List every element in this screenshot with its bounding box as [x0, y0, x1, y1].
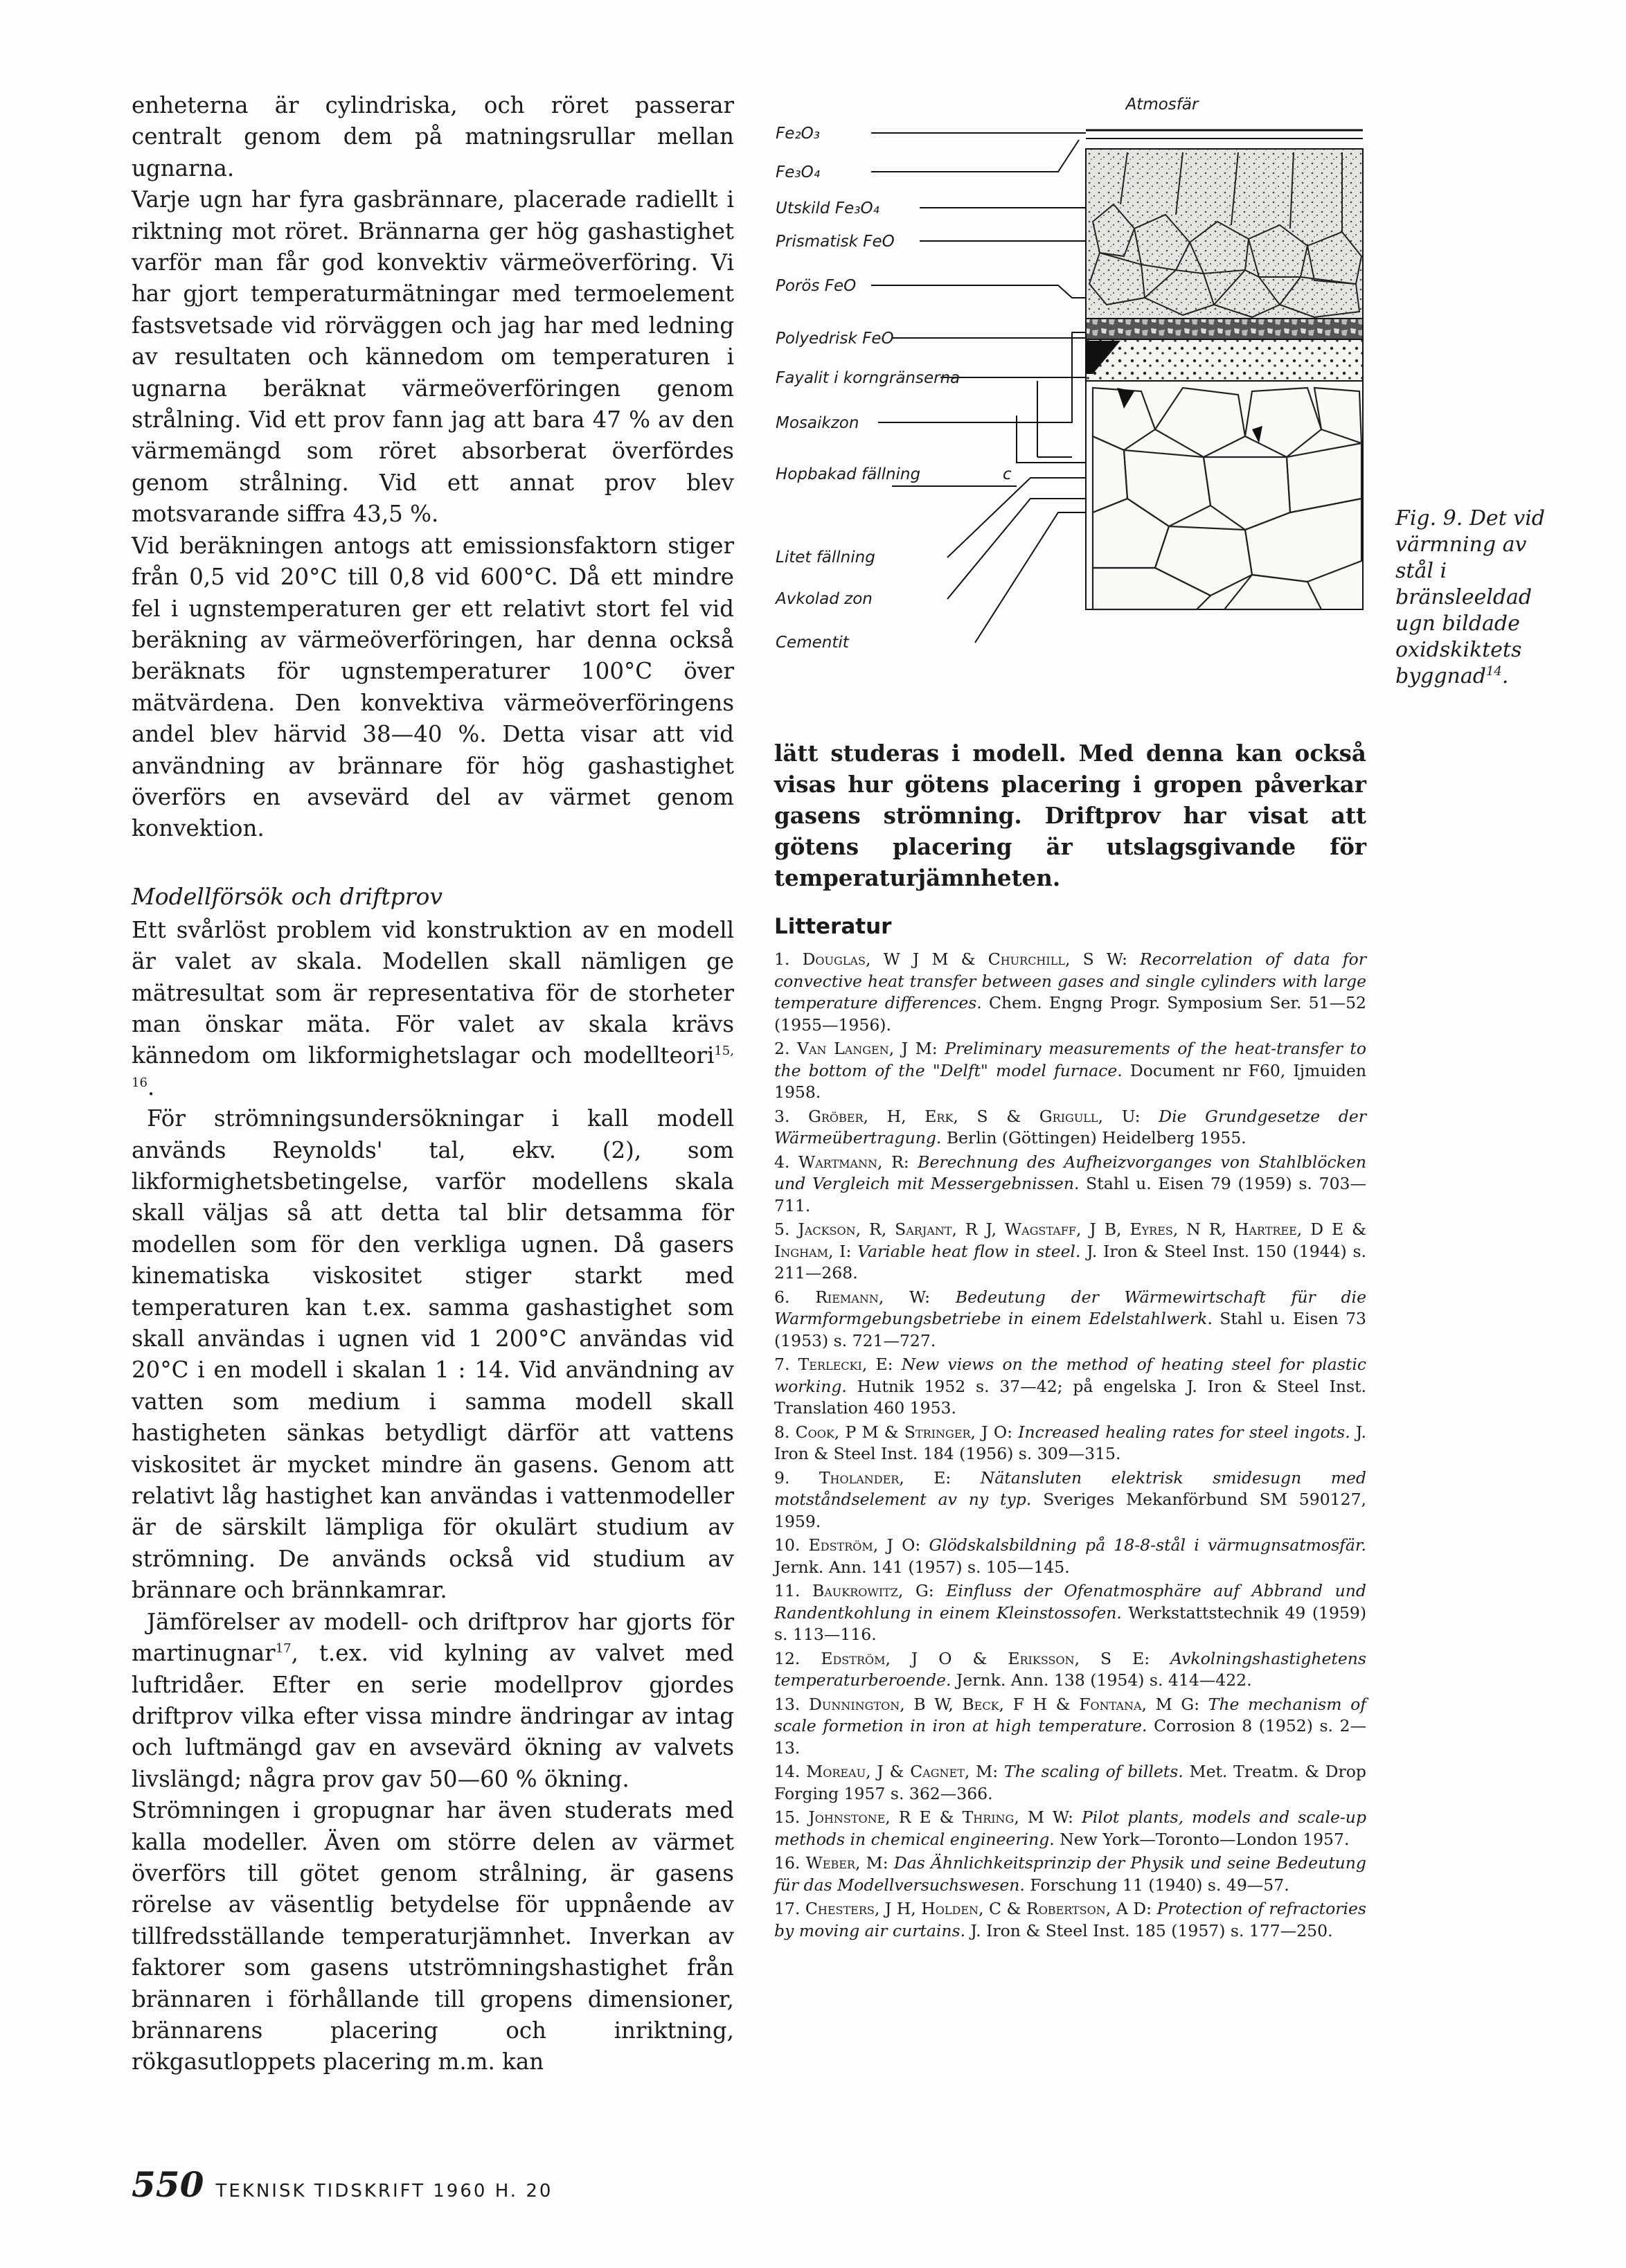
section-heading: Modellförsök och driftprov [132, 882, 443, 910]
reference-source: New York—Toronto—London 1957. [1060, 1829, 1350, 1849]
reference-source: Hutnik 1952 s. 37—42; på engelska J. Iron & Steel Inst. Translation 460 1953. [774, 1376, 1366, 1418]
reference-authors: Edström, J O & Eriksson, S E: [821, 1648, 1150, 1668]
journal-name: TEKNISK TIDSKRIFT 1960 H. 20 [215, 2181, 553, 2202]
reference-item [774, 1106, 1366, 1150]
reference-source: Sveriges Mekanförbund SM 590127, 1959. [774, 1490, 1366, 1531]
reference-item [774, 1694, 1366, 1760]
label-utskild: Utskild Fe₃O₄ [776, 199, 879, 217]
label-avkolad: Avkolad zon [776, 590, 873, 608]
label-polyedrisk: Polyedrisk FeO [776, 330, 894, 348]
reference-title: Glödskalsbildning på 18-8-stål i värmugnsatmosfär. [929, 1535, 1366, 1555]
reference-title: Bedeutung der Wärmewirtschaft für die Warmformgebungsbetriebe in einem Edelstahlwerk. [774, 1287, 1366, 1328]
oxide-layer-diagram [767, 83, 1377, 693]
references-heading: Litteratur [774, 914, 892, 939]
reference-source: J. Iron & Steel Inst. 184 (1956) s. 309—315. [774, 1422, 1366, 1463]
reference-item [774, 1219, 1366, 1285]
reference-number: 14. [774, 1762, 801, 1781]
reference-source: Jernk. Ann. 138 (1954) s. 414—422. [956, 1670, 1252, 1690]
page-number: 550 [132, 2164, 204, 2205]
reference-source: Werkstattstechnik 49 (1959) s. 113—116. [774, 1602, 1366, 1644]
reference-number: 17. [774, 1899, 801, 1918]
reference-item [774, 1852, 1366, 1896]
reference-source: Met. Treatm. & Drop Forging 1957 s. 362—366. [774, 1762, 1366, 1803]
reference-source: Chem. Engng Progr. Symposium Ser. 51—52 (1955—1956). [774, 993, 1366, 1035]
citation-superscript: 15, 16 [132, 1044, 734, 1090]
label-litet: Litet fällning [776, 548, 875, 566]
reference-number: 5. [774, 1220, 790, 1239]
layer-stack [1086, 130, 1363, 609]
reference-item [774, 1648, 1366, 1692]
body-paragraph: Vid beräkningen antogs att emissionsfaktorn stiger från 0,5 vid 20°C till 0,8 vid 600°C. Då ett mindre fel i ugnstemperaturen ger ett relativt stort fel vid beräkning av värmeöverföringen, har denna också beräknats för ugnstemperaturer 100°C över mätvärdena. Den konvektiva värmeöverföringens andel blev härvid 38—40 %. Detta visar att vid användning av brännare för hög gashastighet överförs en avsevärd del av värmet genom konvektion. [132, 532, 734, 842]
reference-number: 6. [774, 1287, 790, 1307]
body-paragraph: enheterna är cylindriska, och röret passerar centralt genom dem på matningsrullar mellan ugnarna. [132, 92, 734, 181]
bold-paragraph: lätt studeras i modell. Med denna kan också visas hur götens placering i gropen påverkar gasens strömning. Driftprov har visat att götens placering är utslagsgivande för temperaturjämnheten. [774, 740, 1366, 891]
reference-number: 7. [774, 1355, 790, 1374]
reference-source: Stahl u. Eisen 73 (1953) s. 721—727. [774, 1309, 1366, 1350]
reference-title: Einfluss der Ofenatmosphäre auf Abbrand und Randentkohlung in einem Kleinstossofen. [774, 1581, 1366, 1623]
reference-title: Das Ähnlichkeitsprinzip der Physik und seine Bedeutung für das Modellversuchswesen. [774, 1853, 1366, 1895]
reference-number: 1. [774, 949, 790, 969]
page-footer [132, 2164, 553, 2205]
reference-number: 9. [774, 1467, 790, 1488]
reference-authors: Baukrowitz, G: [812, 1581, 934, 1600]
reference-authors: Moreau, J & Cagnet, M: [806, 1762, 999, 1781]
reference-title: The mechanism of scale formetion in iron at high temperature. [774, 1694, 1366, 1735]
text-run: Jämförelser av modell- och driftprov har gjorts för martinugnar [132, 1608, 734, 1667]
reference-source: Document nr F60, Ijmuiden 1958. [774, 1060, 1366, 1102]
reference-authors: Wartmann, R: [798, 1152, 909, 1172]
caption-end: . [1501, 664, 1509, 688]
reference-item [774, 1038, 1366, 1104]
citation-superscript: 17 [275, 1641, 292, 1657]
reference-number: 16. [774, 1853, 801, 1873]
reference-authors: Van Langen, J M: [796, 1039, 938, 1058]
reference-title: Pilot plants, models and scale-up methods in chemical engineering. [774, 1807, 1366, 1849]
body-paragraph [132, 1607, 734, 1795]
body-paragraph: Varje ugn har fyra gasbrännare, placerade radiellt i riktning mot röret. Brännarna ger hög gashastighet varför man får god konvektiv värmeöverföring. Vi har gjort temperaturmätningar med termoelement fastsvetsade vid rörväggen och jag har med ledning av resultaten och kännedom om temperaturen i ugnarna beräknat värmeöverföringen genom strålning. Vid ett prov fann jag att bara 47 % av den värmemängd som röret absorberat överfördes genom strålning. Vid ett annat prov blev motsvarande siffra 43,5 %. [132, 186, 734, 528]
reference-source: J. Iron & Steel Inst. 185 (1957) s. 177—250. [970, 1920, 1333, 1940]
reference-title: Avkolningshastighetens temperaturberoende. [774, 1648, 1366, 1690]
text-run: . [147, 1073, 155, 1100]
label-prismatisk: Prismatisk FeO [776, 233, 895, 251]
body-paragraph: För strömningsundersökningar i kall modell används Reynolds' tal, ekv. (2), som likformighetsbetingelse, varför modellens skala skall väljas så att detta tal blir detsamma för modellen som för den verkliga ugnen. Då gasers kinematiska viskositet stiger starkt med temperaturen kan t.ex. samma gashastighet som skall användas i ugnen vid 1 200°C användas vid 20°C i en modell i skalan 1 : 14. Vid användning av vatten som medium i samma modell skall hastigheten sänkas betydligt därför att vattens viskositet är mycket mindre än gasens. Genom att relativt låg hastighet kan användas i vattenmodeller är de särskilt lämpliga för okulärt studium av strömning. De används också vid studium av brännare och brännkamrar. [132, 1105, 734, 1604]
citation-superscript: 14 [1485, 664, 1502, 679]
reference-title: Berechnung des Aufheizvorganges von Stahlblöcken und Vergleich mit Messergebnissen. [774, 1152, 1366, 1193]
reference-number: 3. [774, 1106, 790, 1126]
atmosphere-label: Atmosfär [1125, 96, 1199, 114]
reference-item [774, 1761, 1366, 1805]
leader-lines [871, 133, 1086, 643]
reference-authors: Gröber, H, Erk, S & Grigull, U: [808, 1106, 1141, 1126]
label-mosaik: Mosaikzon [776, 414, 859, 432]
reference-item [774, 1580, 1366, 1646]
reference-authors: Johnstone, R E & Thring, M W: [808, 1807, 1073, 1827]
label-poros: Porös FeO [776, 277, 857, 295]
reference-title: Increased healing rates for steel ingots. [1018, 1422, 1350, 1442]
body-paragraph [132, 915, 734, 1103]
reference-title: New views on the method of heating steel for plastic working. [774, 1355, 1366, 1396]
text-run: , t.ex. vid kylning av valvet med luftridåer. Efter en serie modellprov gjordes driftprov vilka efter vissa mindre ändringar av intag och luftmängd gav en avsevärd ökning av valvets livslängd; några prov gav 50—60 % ökning. [132, 1640, 734, 1792]
reference-title: Variable heat flow in steel. [857, 1241, 1081, 1261]
reference-title: Recorrelation of data for convective heat transfer between gases and single cylinders with large temperature differences. [774, 949, 1366, 1012]
reference-number: 4. [774, 1152, 790, 1172]
label-fe3o4: Fe₃O₄ [776, 163, 820, 181]
reference-authors: Terlecki, E: [798, 1355, 893, 1374]
label-hopbakad: Hopbakad fällning [776, 465, 921, 483]
label-cementit: Cementit [776, 634, 849, 652]
body-paragraph: Strömningen i gropugnar har även studerats med kalla modeller. Även om större delen av värmet överförs till götet genom strålning, är gasens rörelse av väsentlig betydelse för uppnående av tillfredsställande temperaturjämnhet. Inverkan av faktorer som gasens utströmningshastighet från brännaren i förhållande till gropens dimensioner, brännarens placering och inriktning, rökgasutloppets placering m.m. kan [132, 1797, 734, 2075]
reference-item [774, 1535, 1366, 1578]
left-column [132, 90, 734, 2078]
reference-source: Stahl u. Eisen 79 (1959) s. 703—711. [774, 1174, 1366, 1215]
label-fe2o3: Fe₂O₃ [776, 125, 820, 143]
reference-number: 12. [774, 1648, 801, 1668]
reference-number: 11. [774, 1581, 801, 1600]
reference-number: 13. [774, 1694, 801, 1714]
reference-source: J. Iron & Steel Inst. 150 (1944) s. 211—268. [774, 1241, 1366, 1283]
reference-list [774, 949, 1366, 1942]
reference-item [774, 1354, 1366, 1420]
label-c: c [1003, 465, 1012, 483]
reference-item [774, 1467, 1366, 1533]
reference-authors: Dunnington, B W, Beck, F H & Fontana, M G: [809, 1694, 1200, 1714]
reference-authors: Riemann, W: [815, 1287, 931, 1307]
reference-title: Die Grundgesetze der Wärmeübertragung. [774, 1106, 1366, 1148]
reference-title: The scaling of billets. [1003, 1762, 1183, 1781]
reference-item [774, 1422, 1366, 1465]
reference-authors: Weber, M: [805, 1853, 888, 1873]
reference-authors: Chesters, J H, Holden, C & Robertson, A D: [805, 1899, 1152, 1918]
reference-title: Nätansluten elektrisk smidesugn med motståndselement av ny typ. [774, 1467, 1366, 1509]
reference-authors: Douglas, W J M & Churchill, S W: [802, 949, 1127, 969]
reference-number: 10. [774, 1535, 801, 1555]
right-column [774, 738, 1366, 1944]
reference-number: 2. [774, 1039, 790, 1058]
reference-item [774, 1152, 1366, 1217]
reference-source: Forschung 11 (1940) s. 49—57. [1030, 1875, 1289, 1895]
reference-item [774, 949, 1366, 1036]
reference-source: Jernk. Ann. 141 (1957) s. 105—145. [774, 1557, 1070, 1577]
oxide-layer-figure [767, 83, 1377, 693]
reference-item [774, 1287, 1366, 1352]
reference-source: Berlin (Göttingen) Heidelberg 1955. [946, 1128, 1247, 1148]
reference-authors: Edström, J O: [808, 1535, 921, 1555]
text-run: Ett svårlöst problem vid konstruktion av en modell är valet av skala. Modellen skall nämligen ge mätresultat som är representativa för de storheter man önskar mäta. För valet av skala krävs kännedom om likformighetslagar och modellteori [132, 916, 734, 1069]
figure-caption [1395, 506, 1555, 690]
caption-text: Fig. 9. Det vid värmning av stål i bränsleeldad ugn bildade oxidskiktets byggnad [1395, 506, 1545, 688]
reference-title: Preliminary measurements of the heat-transfer to the bottom of the "Delft" model furnace. [774, 1039, 1366, 1080]
reference-authors: Cook, P M & Stringer, J O: [795, 1422, 1013, 1442]
reference-number: 8. [774, 1422, 790, 1442]
label-fayalit: Fayalit i korngränserna [776, 369, 961, 387]
reference-item [774, 1898, 1366, 1942]
reference-source: Corrosion 8 (1952) s. 2—13. [774, 1716, 1366, 1758]
reference-authors: Tholander, E: [819, 1467, 952, 1488]
reference-title: Protection of refractories by moving air curtains. [774, 1899, 1366, 1940]
reference-number: 15. [774, 1807, 801, 1827]
reference-item [774, 1807, 1366, 1850]
reference-authors: Jackson, R, Sarjant, R J, Wagstaff, J B, Eyres, N R, Hartree, D E & Ingham, I: [774, 1220, 1366, 1261]
